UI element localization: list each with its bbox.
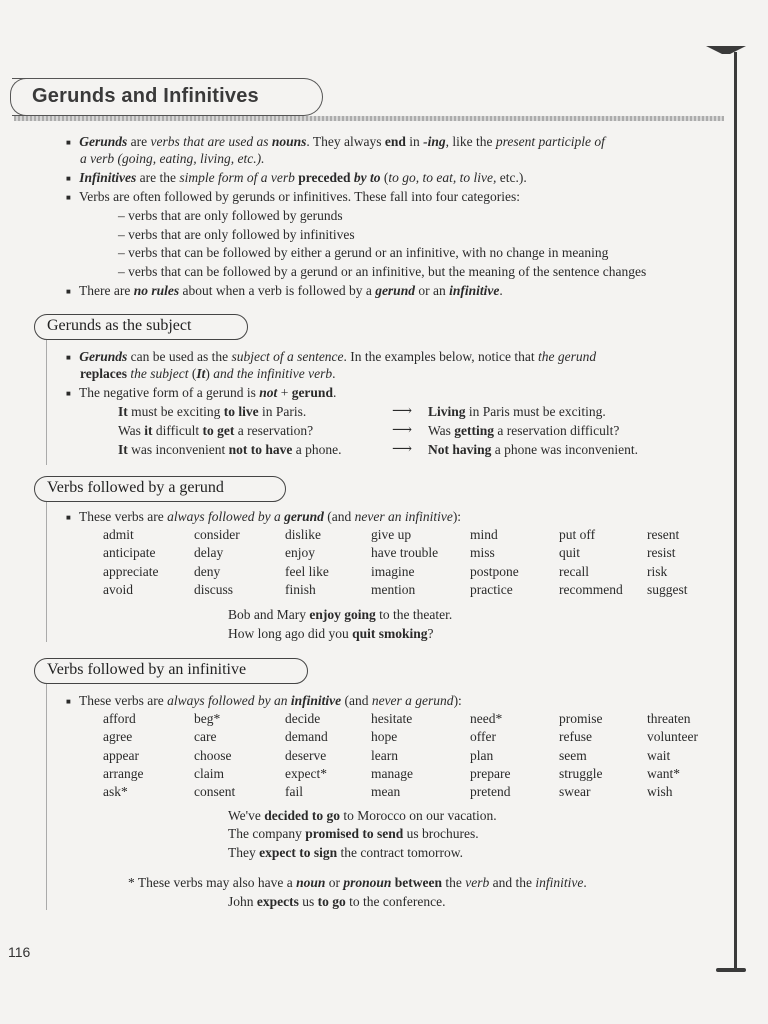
verb: suggest — [647, 581, 688, 597]
section-header-gerunds-subject — [34, 314, 248, 340]
example-sentence: It was inconvenient not to have a phone. — [118, 442, 342, 457]
gerund-lead: ■ These verbs are always followed by a gerund (and never an infinitive): — [66, 509, 461, 527]
gerund-verb-column — [285, 526, 329, 599]
example-sentence-rewritten: Not having a phone was inconvenient. — [428, 442, 638, 457]
verb: seem — [559, 747, 587, 763]
infinitive-verb-column — [371, 710, 413, 801]
section-margin-line — [46, 340, 47, 465]
verb: volunteer — [647, 729, 698, 745]
verb: dislike — [285, 527, 321, 542]
verb: wait — [647, 747, 671, 763]
arrow-icon: ⟶ — [392, 423, 413, 438]
infinitive-verb-column — [194, 710, 235, 801]
infinitive-verb-column — [559, 710, 603, 801]
verb: wish — [647, 784, 673, 800]
verb: avoid — [103, 581, 133, 597]
verb: swear — [559, 784, 591, 800]
gerund-verb-column — [371, 526, 438, 599]
verb: have trouble — [371, 545, 439, 561]
right-rule — [734, 52, 737, 972]
example-sentence: Was it difficult to get a reservation? — [118, 423, 314, 438]
verb: mean — [371, 784, 401, 800]
section-margin-line — [46, 502, 47, 642]
verb: feel like — [285, 563, 329, 579]
verb: agree — [103, 729, 133, 745]
subject-bullet-1: ■ Gerunds can be used as the subject of a sentence. In the examples below, notice that the gerund — [66, 349, 596, 367]
intro-bullet-no-rules: ■ There are no rules about when a verb is followed by a gerund or an infinitive. — [66, 283, 503, 301]
section-title: Gerunds as the subject — [47, 317, 192, 334]
verb: miss — [470, 545, 495, 561]
verb: pretend — [470, 784, 511, 800]
section-title: Verbs followed by an infinitive — [47, 661, 247, 678]
verb: deserve — [285, 747, 327, 763]
verb: mind — [470, 527, 498, 542]
verb: struggle — [559, 765, 603, 781]
page-number: 116 — [8, 944, 31, 960]
verb: need* — [470, 711, 503, 726]
intro-bullet-categories: ■ Verbs are often followed by gerunds or infinitives. These fall into four categories: — [66, 189, 520, 207]
title-banner — [12, 78, 323, 116]
verb: choose — [194, 747, 232, 763]
category-item: – verbs that are only followed by infinitives — [118, 227, 355, 242]
example-sentence: They expect to sign the contract tomorrow. — [228, 845, 463, 860]
verb: hesitate — [371, 711, 413, 726]
verb: consent — [194, 784, 236, 800]
verb: plan — [470, 747, 494, 763]
infinitive-verb-column — [103, 710, 143, 801]
category-item: – verbs that can be followed by either a gerund or an infinitive, with no change in meaning — [118, 245, 609, 260]
verb: admit — [103, 527, 134, 542]
verb: discuss — [194, 581, 234, 597]
verb: manage — [371, 765, 413, 781]
verb: finish — [285, 581, 316, 597]
verb: want* — [647, 765, 680, 781]
title-underline — [14, 116, 724, 121]
verb: ask* — [103, 784, 128, 800]
example-sentence: Bob and Mary enjoy going to the theater. — [228, 607, 453, 622]
verb: mention — [371, 581, 416, 597]
verb: appreciate — [103, 563, 159, 579]
example-sentence: We've decided to go to Morocco on our vacation. — [228, 808, 497, 823]
verb: practice — [470, 581, 513, 597]
intro-bullet-infinitives: ■ Infinitives are the simple form of a verb preceded by to (to go, to eat, to live, etc.). — [66, 170, 527, 188]
verb: quit — [559, 545, 581, 561]
example-sentence-rewritten: Living in Paris must be exciting. — [428, 404, 606, 419]
verb: fail — [285, 784, 303, 800]
section-header-infinitive-verbs — [34, 658, 308, 684]
verb: expect* — [285, 765, 327, 781]
verb: delay — [194, 545, 224, 561]
category-item: – verbs that can be followed by a gerund or an infinitive, but the meaning of the sentence changes — [118, 264, 647, 279]
gerund-verb-column — [470, 526, 519, 599]
arrow-icon: ⟶ — [392, 442, 413, 457]
verb: consider — [194, 527, 240, 542]
arrow-icon: ⟶ — [392, 404, 413, 419]
verb: learn — [371, 747, 398, 763]
verb: prepare — [470, 765, 511, 781]
gerund-verb-column — [103, 526, 158, 599]
verb: risk — [647, 563, 668, 579]
verb: imagine — [371, 563, 415, 579]
verb: refuse — [559, 729, 592, 745]
subject-bullet-1-cont: replaces the subject (It) and the infinitive verb. — [80, 366, 336, 381]
page-title: Gerunds and Infinitives — [32, 85, 259, 107]
verb: hope — [371, 729, 398, 745]
verb: threaten — [647, 711, 691, 726]
example-sentence: It must be exciting to live in Paris. — [118, 404, 307, 419]
verb: care — [194, 729, 217, 745]
gerund-verb-column — [647, 526, 688, 599]
verb: arrange — [103, 765, 144, 781]
infinitive-lead: ■ These verbs are always followed by an infinitive (and never a gerund): — [66, 693, 462, 711]
verb: demand — [285, 729, 328, 745]
section-header-gerund-verbs — [34, 476, 286, 502]
verb: offer — [470, 729, 496, 745]
example-sentence: John expects us to go to the conference. — [228, 894, 446, 909]
gerund-verb-column — [194, 526, 240, 599]
footnote: * These verbs may also have a noun or pronoun between the verb and the infinitive. — [128, 875, 587, 890]
verb: recommend — [559, 581, 623, 597]
verb: decide — [285, 711, 321, 726]
infinitive-verb-column — [470, 710, 510, 801]
category-item: – verbs that are only followed by gerunds — [118, 208, 343, 223]
verb: recall — [559, 563, 589, 579]
verb: appear — [103, 747, 139, 763]
example-sentence: How long ago did you quit smoking? — [228, 626, 434, 641]
verb: give up — [371, 527, 412, 542]
subject-bullet-2: ■ The negative form of a gerund is not + gerund. — [66, 385, 336, 403]
verb: anticipate — [103, 545, 156, 561]
verb: postpone — [470, 563, 519, 579]
intro-bullet-gerunds: ■ Gerunds are verbs that are used as nouns. They always end in -ing, like the present participle of — [66, 134, 605, 152]
verb: enjoy — [285, 545, 315, 561]
right-rule-cap — [706, 46, 746, 54]
verb: beg* — [194, 711, 221, 726]
section-margin-line — [46, 684, 47, 910]
verb: afford — [103, 711, 136, 726]
verb: promise — [559, 711, 603, 726]
verb: claim — [194, 765, 224, 781]
gerund-verb-column — [559, 526, 623, 599]
section-title: Verbs followed by a gerund — [47, 479, 224, 496]
example-sentence-rewritten: Was getting a reservation difficult? — [428, 423, 620, 438]
infinitive-verb-column — [285, 710, 328, 801]
right-rule-foot — [716, 968, 746, 972]
verb: resist — [647, 545, 676, 561]
verb: put off — [559, 527, 596, 542]
verb: resent — [647, 527, 680, 542]
verb: deny — [194, 563, 221, 579]
infinitive-verb-column — [647, 710, 698, 801]
intro-bullet-gerunds-cont: a verb (going, eating, living, etc.). — [80, 151, 265, 166]
example-sentence: The company promised to send us brochures. — [228, 826, 479, 841]
